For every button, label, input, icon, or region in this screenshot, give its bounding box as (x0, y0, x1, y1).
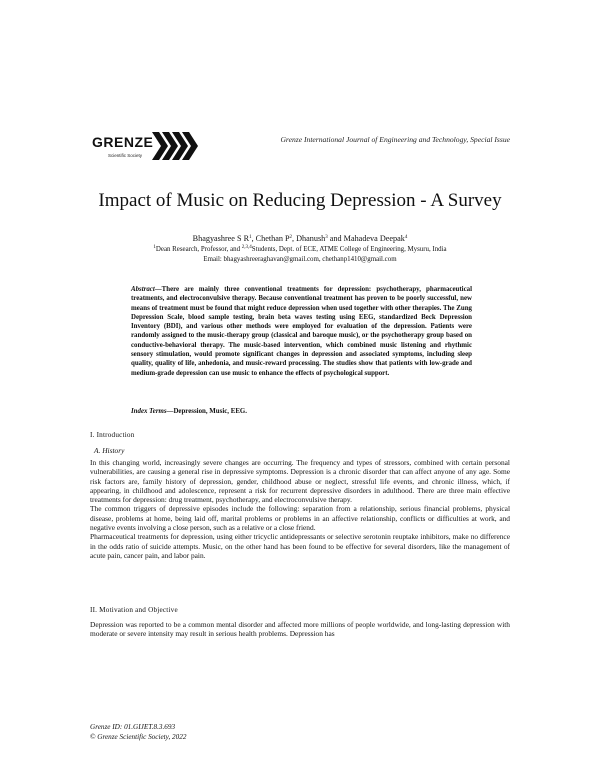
author-list: Bhagyashree S $R^1$, Chethan $P^2$, Dhanush$^3$ and Mahadeva Deepak$^4$ (192, 234, 408, 243)
author-sup: 4 (404, 235, 408, 240)
author-sup: 3 (325, 235, 328, 240)
author-name: Dhanush (296, 234, 326, 243)
index-terms (131, 408, 472, 415)
logo-subtitle: Scientific Society (108, 153, 143, 158)
section-heading-introduction: I. Introduction (90, 431, 135, 439)
affiliation: $^1$Dean Research, Professor, and $^{2,3,4}$Students, Dept. of ECE, ATME College of Engineering, Mysuru, India (153, 245, 447, 253)
author-name: Chethan P (255, 234, 290, 243)
logo-wordmark: GRENZE (92, 134, 154, 150)
author-sup: 1 (249, 235, 252, 240)
chevrons-logo-icon (152, 130, 198, 162)
author-sup: 2 (289, 235, 293, 240)
author-name: Bhagyashree S R (192, 234, 250, 243)
index-terms-text: —Depression, Music, EEG. (166, 408, 248, 415)
paragraph: The common triggers of depressive episodes include the following: separation from a relationship, serious financial problems, physical disease, problems at home, being laid off, marital problems or problems in an affective relationship, conflicts or difficulties at work, and negative events involving a close person, such as a relative or a close friend. (90, 504, 510, 533)
section-heading-motivation: II. Motivation and Objective (90, 606, 178, 614)
paragraph: In this changing world, increasingly severe changes are occurring. The frequency and types of stressors, combined with certain personal vulnerabilities, are causing a general rise in depressive symptoms. Depression is a chronic disorder that can affect anyone of any age. Some risk factors are, family history of depression, gender, childhood abuse or neglect, stressful life events, and chronic illness, which, if appearing, in childhood and adolescence, represent a risk for recurrent depressive disorders in adulthood. There are three main effective treatments for depression: drug treatment, psychotherapy, and electroconvulsive therapy. (90, 458, 510, 505)
abstract-label: Abstract (131, 286, 155, 293)
grenze-id: Grenze ID: 01.GIJET.8.3.693 (90, 723, 176, 731)
motivation-body (90, 620, 510, 639)
subsection-heading-history: A. History (94, 446, 125, 455)
page-footer (90, 723, 186, 742)
abstract-text: —There are mainly three conventional treatments for depression: psychotherapy, pharmaceutical treatments, and electroconvulsive therapy. Because conventional treatment has proven to be poorly successful, new means of treatment must be found that might reduce depression when used together with other therapies. The Zung Depression Scale, blood sample testing, brain beta waves testing using EEG, standardized Beck Depression Inventory (BDI), and various other methods were employed for evaluation of the depression. Patients were randomly assigned to the music-therapy group (classical and baroque music), or the psychotherapy group based on conductive-behavioral therapy. The music-based intervention, which combined music listening and rhythmic sensory stimulation, would promote significant changes in depression and associated symptoms, including sleep quality, quality of life, anhedonia, and music-reward processing. The studies show that patients with low-grade and medium-grade depression can use music to enhance the effects of psychological support. (131, 286, 472, 377)
introduction-body (90, 458, 510, 560)
paragraph: Pharmaceutical treatments for depression, using either tricyclic antidepressants or selective serotonin reuptake inhibitors, make no difference in the odds ratio of suicide attempts. Music, on the other hand has been found to be effective for several disorders, like the management of acute pain, cancer pain, and labor pain. (90, 532, 510, 560)
paper-title: Impact of Music on Reducing Depression - A Survey (98, 190, 502, 211)
index-terms-label: Index Terms (131, 408, 167, 415)
author-name: Mahadeva Deepak (343, 234, 405, 243)
publisher-logo (92, 130, 198, 164)
journal-name: Grenze International Journal of Engineering and Technology, Special Issue (280, 135, 510, 144)
author-emails: Email: bhagyashreeraghavan@gmail.com, chethanp1410@gmail.com (203, 256, 397, 263)
copyright: © Grenze Scientific Society, 2022 (90, 732, 187, 741)
paragraph: Depression was reported to be a common mental disorder and affected more millions of people worldwide, and long-lasting depression with moderate or severe intensity may result in serious health problems. Depression has (90, 620, 510, 639)
abstract (131, 285, 472, 378)
